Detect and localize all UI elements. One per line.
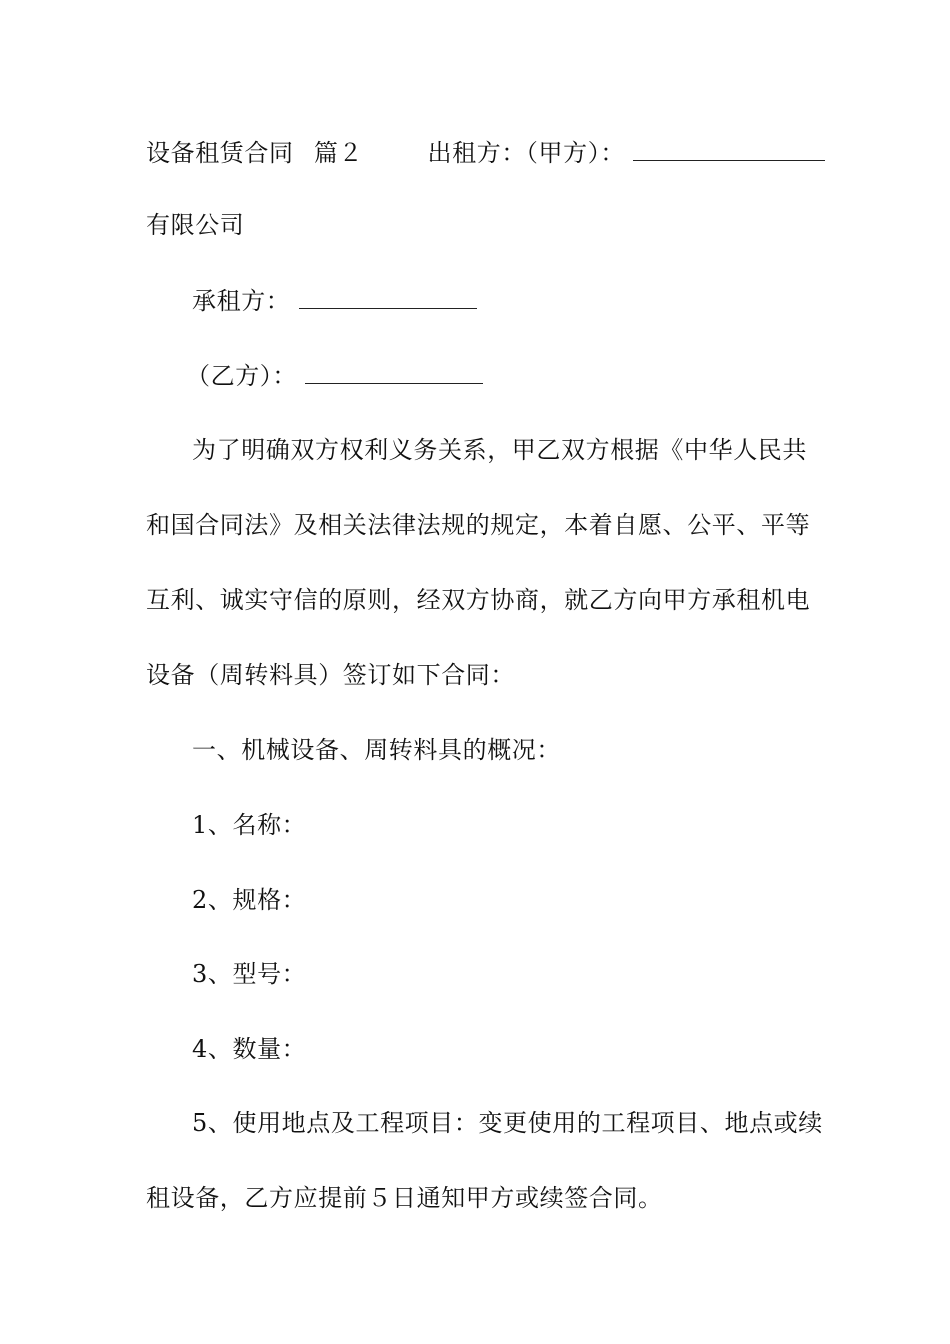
- party-b-blank: [305, 361, 483, 384]
- list-item: 3、型号：: [192, 960, 307, 988]
- lessee-blank: [299, 286, 477, 309]
- list-item: 1、名称：: [192, 811, 307, 839]
- list-item: 5、使用地点及工程项目：变更使用的工程项目、地点或续: [192, 1109, 823, 1137]
- lessee-label: 承租方：: [192, 287, 291, 315]
- lessor-blank: [633, 138, 825, 161]
- list-item-continuation: 租设备，乙方应提前５日通知甲方或续签合同。: [146, 1184, 663, 1212]
- paragraph-line: 为了明确双方权利义务关系，甲乙双方根据《中华人民共: [192, 436, 807, 464]
- title-line: [146, 137, 811, 169]
- party-b-label: （乙方）：: [186, 362, 297, 390]
- paragraph-line: 设备（周转料具）签订如下合同：: [146, 661, 515, 689]
- lessor-label: 出租方：（甲方）：: [427, 139, 625, 167]
- section-number: 篇２: [313, 139, 364, 167]
- lessee-line: [192, 285, 857, 317]
- lessor-suffix: 有限公司: [146, 211, 245, 239]
- list-item: 2、规格：: [192, 886, 307, 914]
- party-b-line: [186, 360, 857, 392]
- document-title: 设备租赁合同: [146, 139, 294, 167]
- section-heading: 一、机械设备、周转料具的概况：: [192, 736, 561, 764]
- lessor-suffix-line: [146, 209, 811, 241]
- paragraph-line: 和国合同法》及相关法律法规的规定，本着自愿、公平、平等: [146, 511, 811, 539]
- paragraph-line: 互利、诚实守信的原则，经双方协商，就乙方向甲方承租机电: [146, 586, 811, 614]
- list-item: 4、数量：: [192, 1035, 307, 1063]
